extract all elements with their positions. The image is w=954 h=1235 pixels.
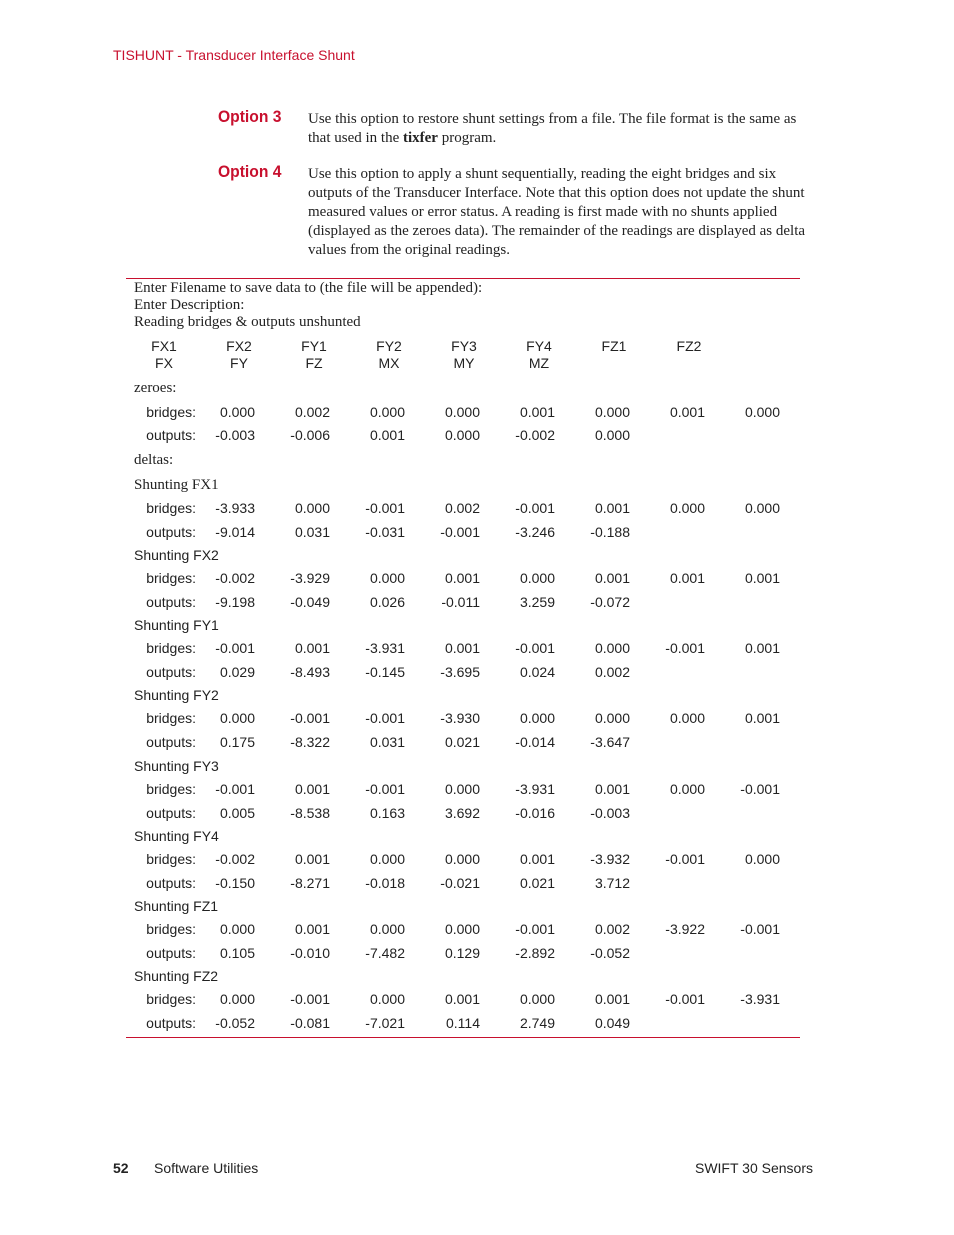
column-header-bridge: FY1: [301, 338, 327, 354]
table-cell: 0.114: [446, 1015, 480, 1031]
table-cell: 0.001: [669, 570, 705, 586]
table-cell: 0.000: [519, 991, 555, 1007]
table-cell: -3.647: [590, 734, 630, 750]
shunt-heading: Shunting FY3: [134, 758, 219, 774]
option-3-text: [308, 110, 814, 148]
table-cell: -0.001: [215, 640, 255, 656]
table-cell: -0.001: [515, 921, 555, 937]
option-3-text-b: program.: [437, 130, 497, 146]
shunt-heading: Shunting FY1: [134, 617, 219, 633]
table-cell: -0.002: [215, 570, 255, 586]
zeroes-label: zeroes:: [134, 380, 177, 396]
footer-product: SWIFT 30 Sensors: [694, 1160, 813, 1176]
option-3-text-a: Use this option to restore shunt settings from a file. The file format is the same as that used in the: [308, 111, 797, 146]
table-cell: 0.000: [444, 851, 480, 867]
table-cell: 0.005: [219, 805, 255, 821]
table-cell: -0.150: [215, 875, 255, 891]
shunt-bridges-row-label: bridges:: [146, 991, 196, 1007]
table-cell: 0.000: [369, 851, 405, 867]
table-cell: -8.322: [290, 734, 330, 750]
table-cell: 0.021: [519, 875, 555, 891]
column-header-output: MX: [378, 355, 400, 371]
column-header-bridge: FZ2: [676, 338, 702, 354]
table-cell: -0.010: [290, 945, 330, 961]
table-cell: 0.000: [444, 427, 480, 443]
table-cell: 0.001: [744, 570, 780, 586]
table-cell: -3.246: [515, 524, 555, 540]
table-cell: 0.000: [744, 500, 780, 516]
table-cell: -3.929: [290, 570, 330, 586]
table-cell: 0.105: [219, 945, 255, 961]
table-cell: 0.002: [294, 404, 330, 420]
table-cell: -3.930: [440, 710, 480, 726]
table-cell: 0.002: [594, 664, 630, 680]
table-cell: 0.000: [594, 427, 630, 443]
table-cell: -0.031: [365, 524, 405, 540]
deltas-label: deltas:: [134, 452, 174, 468]
table-cell: 0.001: [669, 404, 705, 420]
table-cell: 0.029: [219, 664, 255, 680]
table-cell: 0.001: [369, 427, 405, 443]
table-cell: -0.001: [365, 710, 405, 726]
column-header-bridge: FY3: [451, 338, 477, 354]
table-cell: -0.002: [215, 851, 255, 867]
zeroes-bridges-row-label: bridges:: [146, 404, 196, 420]
table-cell: 0.026: [369, 594, 405, 610]
table-cell: -0.002: [515, 427, 555, 443]
table-cell: 0.002: [594, 921, 630, 937]
option-4-text: Use this option to apply a shunt sequentially, reading the eight bridges and six outputs of the Transducer Interface. Note that this option does not update the shunt measured values or error status. A reading is first made with no shunts applied (displayed as the zeroes data). The remainder of the readings are displayed as delta values from the original readings.: [308, 166, 806, 258]
shunt-bridges-row-label: bridges:: [146, 570, 196, 586]
table-cell: -7.482: [365, 945, 405, 961]
table-cell: -9.198: [215, 594, 255, 610]
table-cell: -0.072: [590, 594, 630, 610]
table-cell: 0.049: [594, 1015, 630, 1031]
table-cell: -3.932: [590, 851, 630, 867]
table-cell: 0.001: [294, 640, 330, 656]
top-rule: [126, 278, 800, 279]
table-cell: 0.001: [519, 851, 555, 867]
table-cell: 0.001: [444, 640, 480, 656]
table-cell: -0.145: [365, 664, 405, 680]
table-cell: -8.538: [290, 805, 330, 821]
shunt-outputs-row-label: outputs:: [146, 875, 196, 891]
table-cell: -0.001: [365, 500, 405, 516]
bottom-rule: [126, 1037, 800, 1038]
table-cell: 0.001: [519, 404, 555, 420]
shunt-outputs-row-label: outputs:: [146, 664, 196, 680]
table-cell: -0.001: [740, 921, 780, 937]
option-3-program-name: tixfer: [402, 130, 438, 146]
table-cell: 0.000: [369, 921, 405, 937]
shunt-heading: Shunting FZ1: [134, 898, 219, 914]
table-cell: -3.931: [365, 640, 405, 656]
table-cell: 0.000: [219, 991, 255, 1007]
table-cell: 0.024: [519, 664, 555, 680]
table-cell: -9.014: [215, 524, 255, 540]
table-cell: 0.163: [369, 805, 405, 821]
table-cell: -0.001: [665, 991, 705, 1007]
column-header-bridge: FX1: [151, 338, 177, 354]
table-cell: 0.175: [219, 734, 255, 750]
table-cell: 0.001: [594, 570, 630, 586]
table-cell: 0.002: [444, 500, 480, 516]
table-cell: -0.016: [515, 805, 555, 821]
table-cell: 0.001: [294, 851, 330, 867]
table-cell: 2.749: [519, 1015, 555, 1031]
table-cell: -0.001: [440, 524, 480, 540]
table-cell: 0.001: [294, 921, 330, 937]
table-cell: -0.018: [365, 875, 405, 891]
shunt-outputs-row-label: outputs:: [146, 1015, 196, 1031]
table-cell: 0.021: [444, 734, 480, 750]
table-cell: -0.052: [215, 1015, 255, 1031]
shunt-outputs-row-label: outputs:: [146, 945, 196, 961]
shunt-outputs-row-label: outputs:: [146, 805, 196, 821]
shunt-outputs-row-label: outputs:: [146, 524, 196, 540]
table-cell: 0.001: [594, 500, 630, 516]
table-cell: 3.259: [519, 594, 555, 610]
table-cell: 0.000: [519, 710, 555, 726]
zeroes-outputs-row-label: outputs:: [146, 427, 196, 443]
option-4-label: Option 4: [218, 162, 282, 181]
shunt-heading: Shunting FX2: [134, 547, 219, 563]
table-cell: -8.493: [290, 664, 330, 680]
table-cell: 3.712: [594, 875, 630, 891]
shunt-heading: Shunting FY2: [134, 687, 219, 703]
table-cell: 0.000: [444, 781, 480, 797]
table-cell: -3.922: [665, 921, 705, 937]
table-cell: 0.000: [444, 921, 480, 937]
shunt-heading: Shunting FZ2: [134, 968, 219, 984]
shunt-bridges-row-label: bridges:: [146, 710, 196, 726]
table-cell: 0.031: [369, 734, 405, 750]
table-cell: -0.014: [515, 734, 555, 750]
table-cell: 0.000: [369, 404, 405, 420]
table-cell: -0.188: [590, 524, 630, 540]
table-cell: 0.000: [519, 570, 555, 586]
table-cell: -2.892: [515, 945, 555, 961]
table-cell: -0.003: [215, 427, 255, 443]
shunt-heading: Shunting FX1: [134, 477, 219, 493]
table-cell: -0.049: [290, 594, 330, 610]
page-number: 52: [113, 1160, 129, 1176]
shunt-outputs-row-label: outputs:: [146, 734, 196, 750]
table-cell: -3.931: [515, 781, 555, 797]
table-cell: 0.001: [444, 570, 480, 586]
console-filename-prompt: Enter Filename to save data to (the file will be appended):: [134, 280, 483, 296]
shunt-bridges-row-label: bridges:: [146, 500, 196, 516]
shunt-heading: Shunting FY4: [134, 828, 219, 844]
table-cell: 3.692: [444, 805, 480, 821]
table-cell: 0.000: [294, 500, 330, 516]
shunt-bridges-row-label: bridges:: [146, 921, 196, 937]
table-cell: 0.000: [669, 781, 705, 797]
table-cell: -0.021: [440, 875, 480, 891]
table-cell: 0.000: [744, 851, 780, 867]
table-cell: 0.001: [294, 781, 330, 797]
table-cell: 0.000: [669, 710, 705, 726]
table-cell: 0.001: [594, 991, 630, 1007]
table-cell: -0.003: [590, 805, 630, 821]
table-cell: -0.081: [290, 1015, 330, 1031]
column-header-output: FX: [155, 355, 173, 371]
column-header-bridge: FZ1: [601, 338, 627, 354]
table-cell: -0.006: [290, 427, 330, 443]
footer-section: Software Utilities: [154, 1160, 259, 1176]
column-header-output: FZ: [305, 355, 323, 371]
table-cell: 0.000: [594, 404, 630, 420]
column-header-output: MY: [453, 355, 475, 371]
table-cell: -3.695: [440, 664, 480, 680]
table-cell: -0.001: [290, 991, 330, 1007]
table-cell: 0.000: [669, 500, 705, 516]
table-cell: -0.001: [515, 500, 555, 516]
column-header-bridge: FX2: [226, 338, 252, 354]
table-cell: -0.001: [740, 781, 780, 797]
table-cell: 0.031: [294, 524, 330, 540]
shunt-outputs-row-label: outputs:: [146, 594, 196, 610]
table-cell: -8.271: [290, 875, 330, 891]
table-cell: 0.000: [594, 640, 630, 656]
running-header: TISHUNT - Transducer Interface Shunt: [113, 47, 355, 63]
option-3-label: Option 3: [218, 107, 282, 126]
table-cell: -0.001: [290, 710, 330, 726]
table-cell: -0.001: [365, 781, 405, 797]
table-cell: 0.001: [594, 781, 630, 797]
table-cell: 0.001: [744, 710, 780, 726]
table-cell: 0.000: [369, 991, 405, 1007]
column-header-bridge: FY4: [526, 338, 552, 354]
column-header-bridge: FY2: [376, 338, 402, 354]
shunt-bridges-row-label: bridges:: [146, 851, 196, 867]
column-header-output: MZ: [528, 355, 550, 371]
table-cell: 0.129: [444, 945, 480, 961]
console-reading-message: Reading bridges & outputs unshunted: [134, 314, 361, 330]
table-cell: -0.052: [590, 945, 630, 961]
table-cell: 0.000: [594, 710, 630, 726]
column-header-output: FY: [230, 355, 248, 371]
table-cell: 0.000: [219, 710, 255, 726]
table-cell: 0.000: [219, 921, 255, 937]
table-cell: -0.001: [515, 640, 555, 656]
console-description-prompt: Enter Description:: [134, 297, 245, 313]
shunt-bridges-row-label: bridges:: [146, 781, 196, 797]
table-cell: -0.011: [441, 594, 480, 610]
table-cell: -0.001: [665, 640, 705, 656]
table-cell: -3.933: [215, 500, 255, 516]
table-cell: -7.021: [365, 1015, 405, 1031]
table-cell: 0.000: [219, 404, 255, 420]
table-cell: 0.000: [744, 404, 780, 420]
table-cell: 0.001: [744, 640, 780, 656]
table-cell: 0.000: [369, 570, 405, 586]
table-cell: -0.001: [665, 851, 705, 867]
shunt-bridges-row-label: bridges:: [146, 640, 196, 656]
table-cell: -3.931: [740, 991, 780, 1007]
table-cell: 0.000: [444, 404, 480, 420]
table-cell: -0.001: [215, 781, 255, 797]
table-cell: 0.001: [444, 991, 480, 1007]
